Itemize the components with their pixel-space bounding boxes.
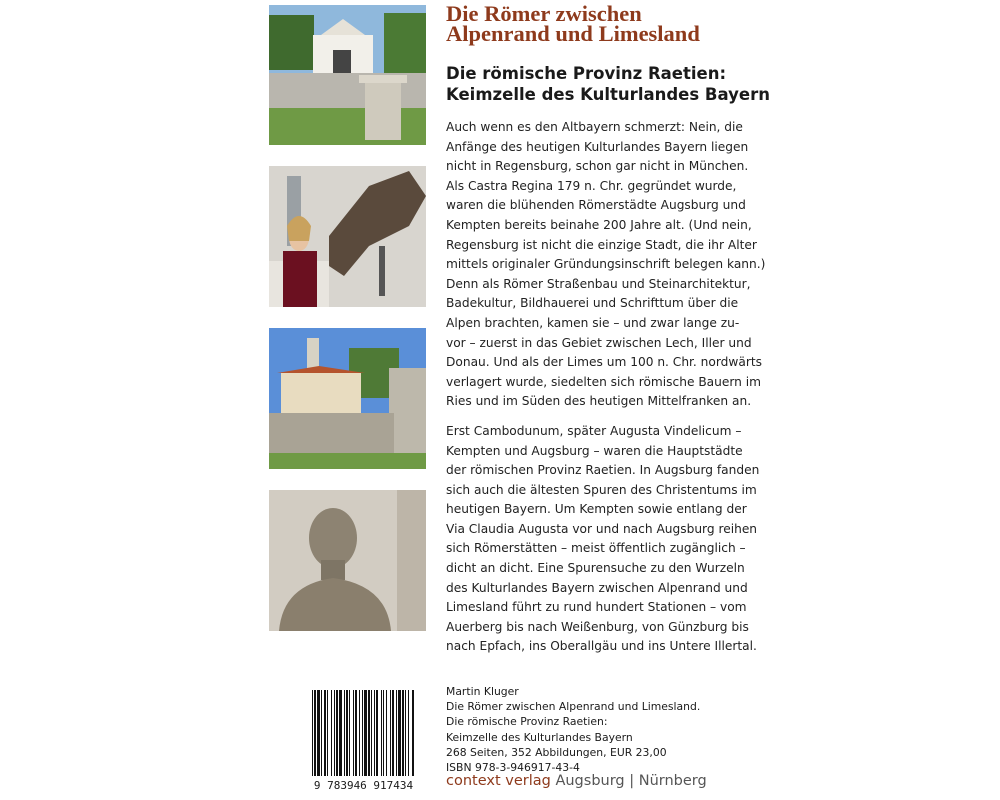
barcode-bar: [346, 690, 348, 776]
barcode-bar: [376, 690, 378, 776]
barcode-bar: [405, 690, 406, 776]
barcode-bar: [381, 690, 382, 776]
colophon-title: Die Römer zwischen Alpenrand und Limesland.: [446, 700, 701, 714]
text-line: Kempten bereits beinahe 200 Jahre alt. (Und nein,: [446, 217, 752, 232]
text-line: Kempten und Augsburg – waren die Hauptstädte: [446, 443, 743, 458]
colophon-isbn: ISBN 978-3-946917-43-4: [446, 761, 580, 775]
text-line: Denn als Römer Straßenbau und Steinarchitektur,: [446, 276, 751, 291]
barcode-bar: [386, 690, 387, 776]
text-line: mittels originaler Gründungsinschrift belegen kann.): [446, 257, 766, 272]
text-line: Auerberg bis nach Weißenburg, von Günzburg bis: [446, 619, 749, 634]
text-line: Via Claudia Augusta vor und nach Augsburg reihen: [446, 521, 758, 536]
barcode-bar: [317, 690, 320, 776]
paragraph: [446, 422, 760, 657]
publisher-name: context verlag: [446, 773, 551, 789]
text-line: Regensburg ist nicht die einzige Stadt, die ihr Alter: [446, 237, 757, 252]
colophon-author: Martin Kluger: [446, 685, 519, 698]
title-line: Die Römer zwischen: [446, 1, 642, 26]
text-line: Alpen brachten, kamen sie – und zwar lange zu-: [446, 315, 740, 330]
paragraph: [446, 118, 766, 412]
text-line: nach Epfach, ins Oberallgäu und ins Untere Illertal.: [446, 639, 757, 654]
text-line: Limesland führt zu rund hundert Stationen – vom: [446, 600, 747, 615]
text-line: Erst Cambodunum, später Augusta Vindelicum –: [446, 423, 742, 438]
barcode-bar: [314, 690, 316, 776]
barcode-bar: [364, 690, 367, 776]
book-subtitle: [446, 63, 770, 105]
text-line: Auch wenn es den Altbayern schmerzt: Nein, die: [446, 120, 743, 134]
barcode-bar: [336, 690, 338, 776]
barcode-bar: [390, 690, 391, 776]
barcode-bar: [327, 690, 328, 776]
barcode-bar: [334, 690, 335, 776]
barcode-bar: [408, 690, 409, 776]
text-line: waren die blühenden Römerstädte Augsburg und: [446, 198, 746, 213]
barcode-bar: [355, 690, 357, 776]
barcode-bar: [412, 690, 414, 776]
barcode-bar: [374, 690, 375, 776]
barcode-bar: [321, 690, 322, 776]
text-line: der römischen Provinz Raetien. In Augsburg fanden: [446, 463, 760, 478]
text-line: Anfänge des heutigen Kulturlandes Bayern liegen: [446, 139, 749, 154]
colophon: [446, 684, 700, 775]
barcode-bar: [349, 690, 350, 776]
photo-roman-temple-garden: [269, 5, 426, 145]
subtitle-line: Die römische Provinz Raetien:: [446, 64, 727, 83]
publisher-cities: Augsburg | Nürnberg: [555, 773, 707, 789]
text-line: sich Römerstätten – meist öffentlich zugänglich –: [446, 541, 746, 556]
subtitle-line: Keimzelle des Kulturlandes Bayern: [446, 85, 770, 104]
text-line: nicht in Regensburg, schon gar nicht in München.: [446, 159, 749, 174]
barcode-bar: [331, 690, 332, 776]
barcode-bar: [368, 690, 370, 776]
publisher-line: [446, 773, 707, 789]
barcode-bar: [398, 690, 401, 776]
colophon-details: 268 Seiten, 352 Abbildungen, EUR 23,00: [446, 745, 667, 759]
barcode-bar: [312, 690, 313, 776]
text-line: sich auch die ältesten Spuren des Christentums im: [446, 482, 757, 497]
text-line: dicht an dicht. Eine Spurensuche zu den Wurzeln: [446, 561, 745, 576]
colophon-subtitle: Die römische Provinz Raetien:: [446, 715, 608, 729]
barcode-bar: [353, 690, 354, 776]
photo-roman-bust: [269, 490, 426, 631]
barcode-bar: [371, 690, 372, 776]
barcode-bar: [359, 690, 360, 776]
colophon-subtitle: Keimzelle des Kulturlandes Bayern: [446, 730, 633, 744]
barcode-bar: [392, 690, 394, 776]
barcode-bar: [344, 690, 345, 776]
book-title: [446, 1, 700, 46]
blurb-text: [446, 118, 766, 657]
text-line: Badekultur, Bildhauerei und Schrifttum über die: [446, 296, 739, 311]
barcode-bar: [339, 690, 342, 776]
text-line: Als Castra Regina 179 n. Chr. gegründet wurde,: [446, 178, 737, 193]
text-line: vor – zuerst in das Gebiet zwischen Lech, Iller und: [446, 335, 752, 350]
text-line: heutigen Bayern. Um Kempten sowie entlang der: [446, 502, 747, 517]
barcode-bar: [402, 690, 404, 776]
text-line: verlagert wurde, siedelten sich römische Bauern im: [446, 374, 762, 389]
photo-museum-horse-head: [269, 166, 426, 307]
barcode-bar: [396, 690, 397, 776]
isbn-barcode: [310, 690, 417, 792]
text-line: Ries und im Süden des heutigen Mittelfranken an.: [446, 394, 752, 409]
photo-roman-ruins-column: [269, 328, 426, 469]
text-line: Donau. Und als der Limes um 100 n. Chr. nordwärts: [446, 355, 762, 370]
barcode-digits: 9 783946 917434: [313, 779, 414, 792]
text-line: des Kulturlandes Bayern zwischen Alpenrand und: [446, 580, 748, 595]
barcode-bar: [324, 690, 326, 776]
barcode-bar: [383, 690, 384, 776]
title-line: Alpenrand und Limesland: [446, 20, 700, 46]
barcode-bar: [362, 690, 363, 776]
